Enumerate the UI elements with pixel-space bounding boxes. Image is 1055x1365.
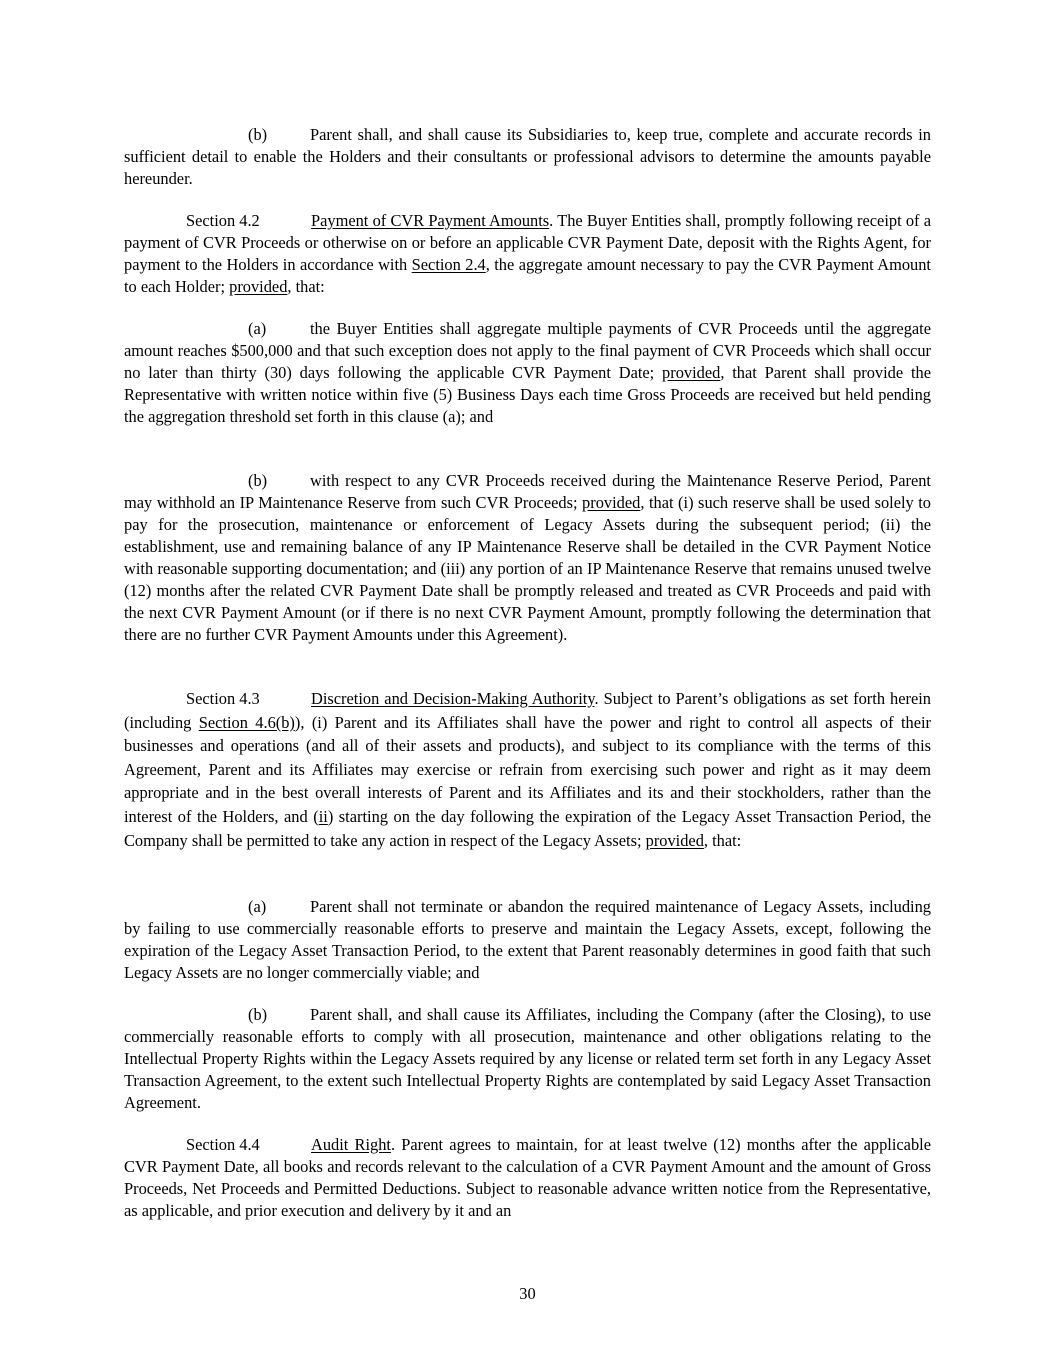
section-text: . The Buyer Entities shall, promptly following receipt of a payment of CVR Proceeds or otherwise on or before an applicable CVR Payment Date, deposit with the Rights Agent, for payment to the Holders in accordance with <box>124 211 931 274</box>
section-label: Section 4.2 <box>186 211 260 230</box>
clause-text: the Buyer Entities shall aggregate multiple payments of CVR Proceeds until the aggregate amount reaches $500,000 and that such exception does not apply to the final payment of CVR Proceeds which shall occur no later than thirty (30) days following the applicable CVR Payment Date; <box>124 319 931 382</box>
section-text: , that: <box>703 830 742 850</box>
section-text: ), (i) Parent and its Affiliates shall have the power and right to control all aspects of their businesses and operations (and all of their assets and products), and subject to its compliance with the terms of this Agreement, Parent and its Affiliates may exercise or refrain from exercising such power and right as it may deem appropriate and in the best overall interests of Parent and its Affiliates and its and their stockholders, rather than the interest of the Holders, and ( <box>124 712 931 826</box>
section-heading: Payment of CVR Payment Amounts <box>311 211 550 230</box>
paragraph-4-1-b <box>124 124 931 190</box>
section-4-2-b <box>124 470 931 646</box>
section-text: ) starting on the day following the expiration of the Legacy Asset Transaction Period, the Company shall be permitted to take any action in respect of the Legacy Assets; <box>124 806 931 850</box>
clause-label: (b) <box>248 125 268 144</box>
clause-text: Parent shall, and shall cause its Subsidiaries to, keep true, complete and accurate records in sufficient detail to enable the Holders and their consultants or professional advisors to determine the amounts payable hereunder. <box>124 125 931 188</box>
clause-text: Parent shall, and shall cause its Affiliates, including the Company (after the Closing), to use commercially reasonable efforts to comply with all prosecution, maintenance and other obligations relating to the Intellectual Property Rights within the Legacy Assets required by any license or related term set forth in any Legacy Asset Transaction Agreement, to the extent such Intellectual Property Rights are contemplated by said Legacy Asset Transaction Agreement. <box>124 1005 931 1112</box>
section-4-2 <box>124 210 931 298</box>
section-label: Section 4.3 <box>186 689 260 708</box>
section-4-3-b <box>124 1004 931 1114</box>
provided-term: provided <box>229 277 288 296</box>
cross-reference: Section 4.6(b) <box>198 712 295 732</box>
section-heading: Audit Right <box>311 1135 391 1154</box>
clause-text: with respect to any CVR Proceeds received during the Maintenance Reserve Period, Parent may withhold an IP Maintenance Reserve from such CVR Proceeds; <box>124 471 931 512</box>
provided-term: provided <box>645 830 704 850</box>
clause-label: (b) <box>248 471 268 490</box>
cross-reference: Section 2.4 <box>411 255 486 274</box>
clause-label: (a) <box>248 319 267 338</box>
clause-label: (a) <box>248 897 267 916</box>
section-4-2-a <box>124 318 931 428</box>
section-4-4 <box>124 1134 931 1222</box>
section-text: . Subject to Parent’s obligations as set forth herein (including <box>124 689 931 732</box>
provided-term: provided <box>662 363 721 382</box>
section-text: , the aggregate amount necessary to pay the CVR Payment Amount to each Holder; <box>124 255 931 296</box>
cross-reference: ii <box>318 806 328 826</box>
provided-term: provided <box>582 493 641 512</box>
section-4-3 <box>124 687 931 852</box>
section-text: . Parent agrees to maintain, for at least twelve (12) months after the applicable CVR Payment Date, all books and records relevant to the calculation of a CVR Payment Amount and the amount of Gross Proceeds, Net Proceeds and Permitted Deductions. Subject to reasonable advance written notice from the Representative, as applicable, and prior execution and delivery by it and an <box>124 1135 931 1220</box>
clause-text: , that (i) such reserve shall be used solely to pay for the prosecution, maintenance or enforcement of Legacy Assets during the subsequent period; (ii) the establishment, use and remaining balance of any IP Maintenance Reserve shall be detailed in the CVR Payment Notice with reasonable supporting documentation; and (iii) any portion of an IP Maintenance Reserve that remains unused twelve (12) months after the related CVR Payment Date shall be promptly released and treated as CVR Proceeds and paid with the next CVR Payment Amount (or if there is no next CVR Payment Amount, promptly following the determination that there are no further CVR Payment Amounts under this Agreement). <box>124 493 931 644</box>
clause-text: , that Parent shall provide the Representative with written notice within five (5) Business Days each time Gross Proceeds are received but held pending the aggregation threshold set forth in this clause (a); and <box>124 363 931 426</box>
section-label: Section 4.4 <box>186 1135 260 1154</box>
clause-text: Parent shall not terminate or abandon the required maintenance of Legacy Assets, including by failing to use commercially reasonable efforts to preserve and maintain the Legacy Assets, except, following the expiration of the Legacy Asset Transaction Period, to the extent that Parent reasonably determines in good faith that such Legacy Assets are no longer commercially viable; and <box>124 897 931 982</box>
page-number: 30 <box>519 1284 536 1303</box>
section-4-3-a <box>124 896 931 984</box>
section-text: , that: <box>287 277 325 296</box>
section-heading: Discretion and Decision-Making Authority <box>311 689 595 708</box>
clause-label: (b) <box>248 1005 268 1024</box>
